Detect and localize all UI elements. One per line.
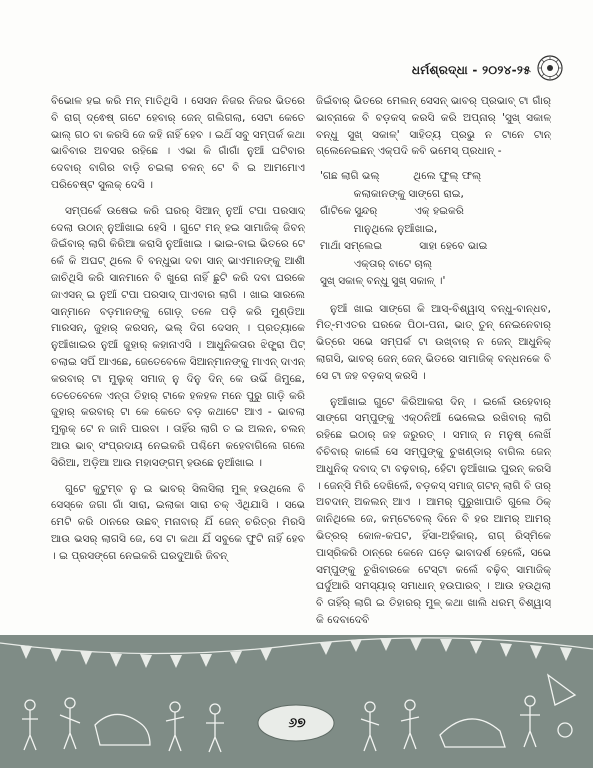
- right-paragraph: ନୁଆଁ ଖାଇ ସାଙ୍ଗେ କି ଆସ୍-ବିଶ୍ୱାସ୍ ବନ୍ଧୁ-ବାନ୍ଧବ, ମିତ୍-ମଏତର ଘରକେ ପିଠା-ପନା, ଭାତ୍ ତୁନ୍ ନେଇନେବାର୍ ଭିତ୍ରେ ସଭେ ସମ୍ପର୍କ ଟା ଉଖ୍ବାର୍ ନ ଜେନ୍ ଆଧୁନିକ୍ ଲାଗସି, ଭାବର୍ ଜେନ୍ ଜେନ୍ ଭିତରେ ସାମାଜିକ୍ ବନ୍ଧନକେ ବି ସେ ଟା ଜହ ବଡ଼କସ୍ କରସି ।: [316, 302, 551, 382]
- poem-line: କଲାକାନଙ୍କୁ ସାଙ୍ଗେ ରାଇ,: [320, 187, 464, 200]
- poem-line: ମାଥାଁ ସମ୍ଲେଇ ସାହା ହେବେ ଭାଇ: [320, 240, 488, 253]
- left-paragraph: ଗୁଟେ କୁଟୁମ୍ବ ନୁ ଇ ଭାବର୍ ସିଲସିଲା ମୁଳ୍ ହଉଥିଲେ ବି ସେସ୍କେ ଜଗା ଗାଁ ସାରା, ଇଲାକା ସାରା ଚକ୍ ଏଁଥିଯାସି । ସଭେ ମେଟି କରି ଠାନରେ ଉଛବ୍ ମନାବାର୍ ଯିଁ ଜେନ୍ ଚରିତ୍ର ମିରସି ଆଉ ଭସର୍ ଲାଗସି ଜେ, ସେ ଟା କଥା ଯିଁ ସବୁକେ ଫୁଟି ନାହିଁ ହେବ । ଇ ପ୍ରସଙ୍ଗେ ନେଇକରି ଘରଦୁଆରି ଜିବନ୍: [51, 482, 305, 562]
- poem-line: 'ଗଛ ଲାଗି ଭଲ୍ ଥିଲେ ଫୁଲ୍ ଫଲ୍: [320, 170, 482, 183]
- running-header: [412, 60, 531, 80]
- decorative-footer-band: [0, 635, 593, 768]
- poem-line: ଏକ୍ତାର୍ ବାଟେ ଚାଲ୍: [320, 257, 433, 270]
- magazine-title: ଧର୍ମଶ୍ରଦ୍ଧା - ୨୦୨୪-୨୫: [411, 62, 531, 77]
- emblem-icon: [537, 55, 563, 81]
- right-paragraph: ନୁଆଁଖାଇ ଗୁଟେ କିରିଆକରା ଦିନ୍ । ଇଲେଁ ଉହେବାର୍ ସାଙ୍ଗେ ସମ୍ପୁଙ୍କୁ ଏକ୍ଠନିଆଁ ଭେଲେଇ ରଖିବାର୍ ଲାଗି ରହିଛେ ଇଠାର୍ ଜହ ଜରୁରତ୍ । ସମାଜ୍ ନ ମନୁଷ୍ ଲେଖିଁ ବଁଚିବାର୍ କାଲେଁ ସେ ସମ୍ପୁଙ୍କୁ ଚୁଖଣ୍ଡାର୍ ବାଗିଲ ଜେନ୍ ଆଧୁନିକ୍ ଦବାଦ୍ ଟା ବଢ଼ବାର୍, ହେଁଟା ନୁଆଁଖାଇ ପୁରନ୍ କରସି । ଜେନ୍ସି ମିରି ଦେଖିଲେଁ, ବଡ଼କସ୍ ସମାଜ୍ ଗଟନ୍ ଲାଗି ବି ତାର୍ ଅବଦାନ୍ ଅକଲନ୍ ଆଏ । ଆମର୍ ପୁରୁଖାପାତି ଗୁଲେ ଠିକ୍ ଜାନିଥିଲେ ଜେ, କମ୍ଟେବେଲ୍ ଦିନେ ବି ହର ଆମର୍ ଆମର୍ ଭିତ୍ରର୍ କୋଳ-କପଟ, ହିଁସା-ଅହଁକାର୍, ରାଗ୍ ରିସ୍ମିକେ ପାସ୍ରିକରି ଠାନ୍ରେ କେନେ ଘଡ଼େ ଭାବାଦର୍ଶ ହେଲେଁ, ସଭେ ସମ୍ପୁଙ୍କୁ ଚୁଖିବାରକେ ଟେସ୍ଟା କଲେଁ ବଢ଼ିବ୍ ସାମାଜିକ୍ ଘର୍ଦୁଆରି ସମସ୍ୟାର୍ ସମାଧାନ୍ ହଉପାରବ୍ । ଆଉ ହଉଥିଲା ବି ତାହିଁର୍ ଲାଗି ଇ ତିହାରର୍ ମୁଳ୍ କଥା ଖାଲି ଧରମ୍ ବିଶ୍ୱାସ୍ କି ଦେବାଦେବି: [316, 395, 551, 627]
- left-paragraph: ସମ୍ପର୍କେ ଉଷେଇ କରି ଘରର୍ ସିଆନ୍ ନୁଆଁ ଟପା ପରସାଦ୍ ଦେଲା ଉଠାନ୍ ନୁଆଁଖାଇ ହେସି । ଗୁଟେ ମନ୍ ହଇ ସାମାଜିକ୍ ଜିବନ୍ ଜିଇଁବାର୍ ଲାଗି କିରିଆ କରାସି ନୁଆଁଖାଇ । ଭାଇ-ବାଇ ଭିତରେ ଟେ କେଁ କି ଅଘଟ୍ ଥିଲେ ବି ବନ୍ଧୁଭା ଦବା ସାନ୍ ଭାଏମାନଙ୍କୁ ଆଶୀଁ ଜାଚିଥିସି କରି ସାନମାନେ ବି ଖୁରୋ ନାହିଁ ଛୁଟି କରି ଦବା ଘରକେ ଜାଏସନ୍ ଇ ନୁଆଁ ଟପା ପରସାଦ୍ ପାଏବାର ଲାଗି । ଖାଇ ସାରଲେ ସାନ୍ମାନେ ବଡ଼ମାନଙ୍କୁ ଗୋଡ଼୍ ତଳେ ପଡ଼ି କରି ମୁଣ୍ଡିଆ ମାରସନ୍, ଜୁହାର୍ କରସନ୍, ଭଲ୍ ଦିଗ ଦେସନ୍ । ପ୍ରତ୍ୟାକେ ନୁଆଁଖାଇର ନୁଆଁ ଜୁହାର୍ କହାନାଏସି । ଆଧୁନିକତାର ଝିଙ୍ଗ୍ରା ପିଟ୍ ଚଲାଇ ସପିଁ ଆଏଛେ, ଜେତେବେଳେ ସିଆନ୍ମାନଙ୍କୁ ମାଏନ୍ ଦାଏନ୍ କରବାର୍ ଟା ମୁଲୁକ୍ ସମାଜ୍ ନୁ ଦିନୁ ଦିନ୍ କେ ଉଭିଁ ଜିମୁଛେ, ତେତେବେଳେ ଏନ୍ତା ତିହାର୍ ଟାକେ ହଳହଳ ମନେ ପୁରୁ ଗାଡ଼ି କରି ଜୁହାର୍ କରବାର୍ ଟା କେ କେତେ ବଡ଼ କଥାଟେ ଆଏ - ଭାବଲା ମୁଲୁକ୍ ଟେ ନ ଜାନି ପାରବା । ତାହିଁର ଲାଗି ତ ଇ ଅଲନ, ଚଲନ୍ ଆଉ ଭାବ୍ ସଂପ୍ରଦାୟ ନେଇକରି ପଶ୍ଚିମେ କହେବାଗିଲେ ଗଲେ ସିରିଆ, ଅଡ଼ିଆ ଆଉ ମହାସଙ୍ଗମ୍ ହଉଛେ ନୁଆଁଖାଇ ।: [51, 204, 305, 469]
- poem-line: ଗାଁଟିକେ ସୁନ୍ଦର୍ ଏକ୍ ହଇକରି: [320, 205, 464, 218]
- right-intro-paragraph: ଜିଇଁବାର୍ ଭିତରେ ମେଲନ୍ ସେସନ୍ ଭାବର୍ ପ୍ରଭାବ୍ ଟା ଗାଁର୍ ଭାବ୍ନାକେ ବି ବଡ଼କସ୍ କରସି କରି ଅପ୍ନାର୍ 'ସୁଖ୍ ସକାଳ୍ ବନ୍ଧୁ ସୁଖ୍ ସକାଳ୍' ସାହିତ୍ୟ ପ୍ରଭୁ ନ ଟାନେ ଟାନ୍ ଗ୍ଲେନେଇଛନ୍ ଏକ୍ପଦି କବି ଭମେସ୍ ପ୍ରଧାନ୍ -: [316, 95, 551, 158]
- poem-line: ମାନୁଥିଲେ ନୁଆଁଖାଇ,: [320, 222, 438, 235]
- left-paragraph: ବିଭୋଳ ହଇ କରି ମନ୍ ମାତିଥିସି । ସେସନ ନିଜର ନିଜର ଭିତରେ ବି ରାଗ୍ ଦ୍ଵେଷ୍ ଗଟେ ହେବାର୍ ଜେନ୍ ଗଲିଗଲା, ସେଟା କେତେ ଭାଲ୍ ଗଠ ବା କରସି ଜେ କହି ନାହିଁ ହେବ । ଇଥିଁ ସବୁ ସମ୍ପର୍କ କଥା ଭାବିବାର ଅବସର ରହିଛେ । ଏଭା କି ଗାଁଗାଁ ନୁଆଁ ଘଟିବାର ଦେବାର୍ ବାଗିର ବାଡ଼ି ଚଇଲା ଚଳନ୍ ଟେ ବି ଇ ଆମମୋଏ ପରିବେଷ୍ଟ ସୁଲକ୍ ଦେସି ।: [51, 95, 305, 191]
- poem-block: [316, 168, 551, 291]
- poem-line: ସୁଖ୍ ସକାଳ୍ ବନ୍ଧୁ ସୁଖ୍ ସକାଳ୍ ।': [320, 275, 446, 288]
- right-column: [316, 93, 551, 628]
- left-column: [51, 93, 305, 628]
- page-number: ୬୭: [288, 715, 306, 731]
